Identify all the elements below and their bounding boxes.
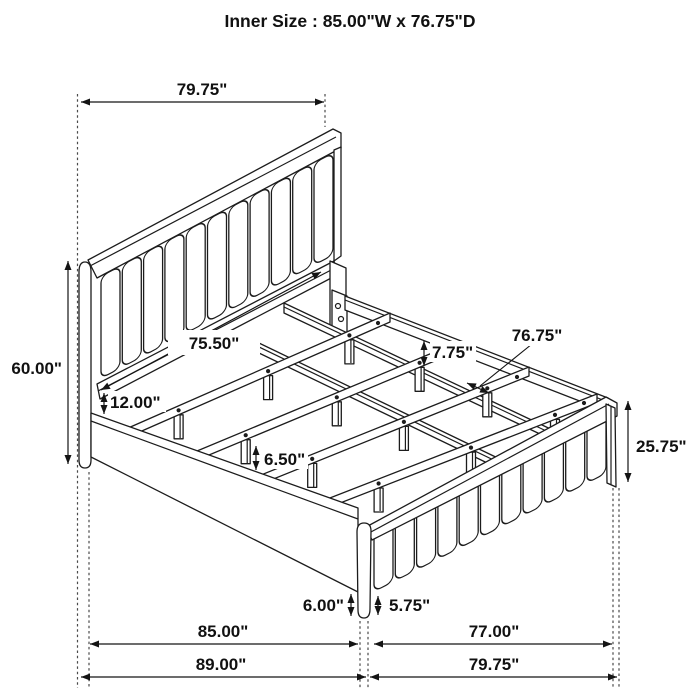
diagram-title: Inner Size : 85.00"W x 76.75"D [224,11,476,31]
dim-label-footboard-width: 79.75" [468,655,520,674]
dim-label-rail-gap: 7.75" [432,343,474,362]
dim-label-underbed-clearance: 6.00" [302,596,344,615]
dim-label-slat-leg-height: 6.50" [264,450,306,469]
dim-label-headboard-height: 60.00" [11,359,62,378]
headboard-right-stile [334,147,341,261]
dim-label-headboard-inner-width: 75.50" [188,334,240,353]
dim-label-inner-length: 85.00" [197,622,249,641]
dim-label-footboard-clearance: 5.75" [389,596,431,615]
dim-label-inner-depth: 76.75" [511,326,563,345]
dim-label-headboard-width: 79.75" [176,80,228,99]
dim-label-rail-span: 77.00" [468,622,520,641]
bed-drawing [79,129,617,618]
dim-label-footboard-height: 25.75" [636,437,687,456]
headboard [79,129,347,468]
dim-label-outer-length: 89.00" [195,655,247,674]
dim-label-rail-drop: 12.00" [110,393,161,412]
footboard-left-leg [357,523,371,618]
slat [185,341,461,465]
headboard-left-leg [79,262,91,468]
dimension-annotations [11,80,686,688]
